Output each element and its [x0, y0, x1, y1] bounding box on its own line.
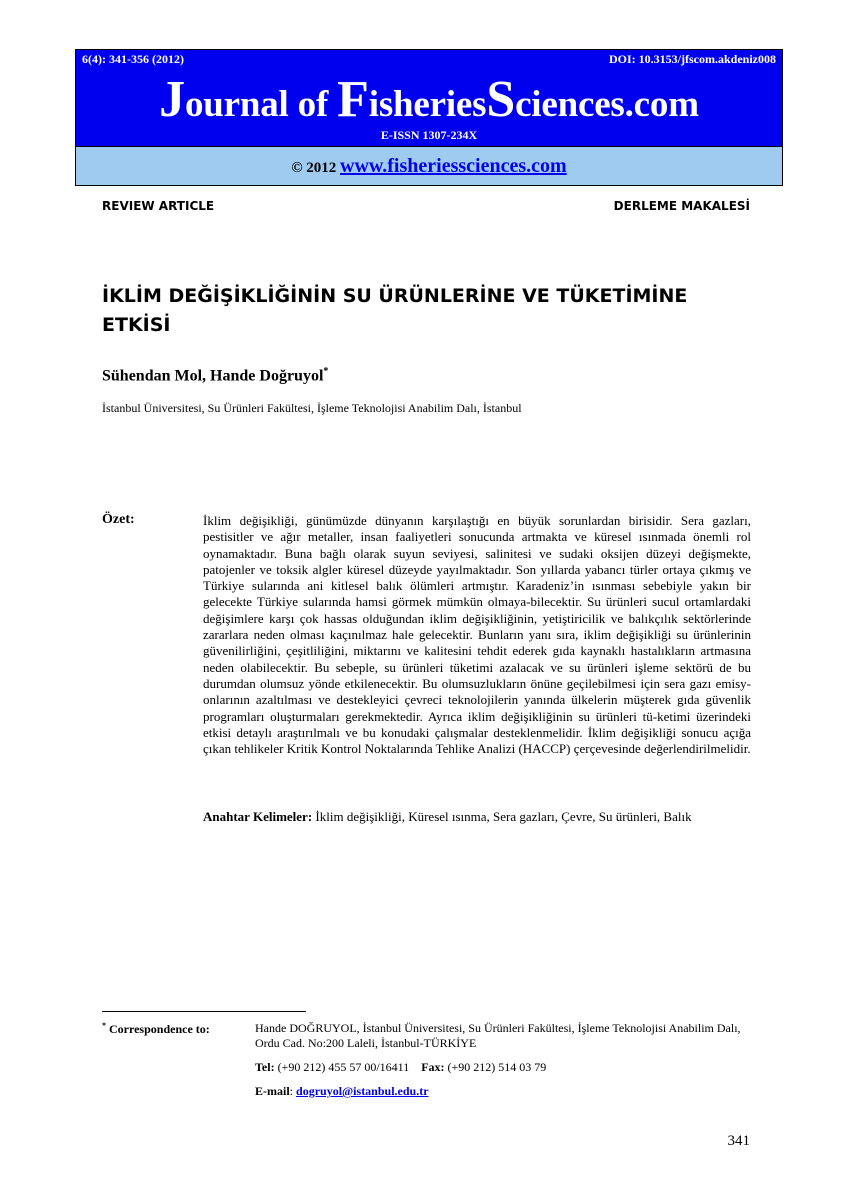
journal-title-part-1: ournal of	[184, 84, 338, 125]
correspondence-label	[102, 1021, 210, 1037]
correspondence-label-text: Correspondence to:	[109, 1022, 210, 1036]
tel-number: (+90 212) 455 57 00/16411	[277, 1060, 410, 1074]
abstract-label: Özet:	[102, 512, 135, 527]
email-label: E-mail	[255, 1084, 290, 1098]
footnote-divider	[102, 1011, 306, 1012]
doi: DOI: 10.3153/jfscom.akdeniz008	[609, 52, 776, 66]
journal-title-j: J	[159, 71, 185, 128]
copyright-line	[291, 155, 566, 178]
journal-title-part-3: ciences.com	[515, 84, 699, 125]
copyright: © 2012	[291, 160, 337, 176]
article-type-en: REVIEW ARTICLE	[102, 199, 215, 213]
keywords	[203, 809, 692, 825]
journal-title-s: S	[486, 71, 516, 128]
author-footnote-marker: *	[323, 366, 329, 377]
journal-title-part-2: isheries	[368, 84, 487, 125]
issn: E-ISSN 1307-234X	[380, 128, 478, 142]
keywords-label: Anahtar Kelimeler:	[203, 809, 313, 824]
banner-bottom	[76, 146, 782, 185]
article-title: İKLİM DEĞİŞİKLİĞİNİN SU ÜRÜNLERİNE VE TÜKETİMİNE ETKİSİ	[102, 285, 688, 336]
correspondence-address: Hande DOĞRUYOL, İstanbul Üniversitesi, Su Ürünleri Fakültesi, İşleme Teknolojisi Anabilim Dalı, Ordu Cad. No:200 Laleli, İstanbul-TÜRKİYE	[255, 1021, 741, 1050]
website-link[interactable]: www.fisheriessciences.com	[340, 155, 567, 177]
abstract-text: İklim değişikliği, günümüzde dünyanın karşılaştığı en büyük sorunlardan birisidir. Sera gazları, pestisitler ve ağır metaller, insan faaliyetleri sonucunda artmakta ve küresel ısınmada önemli rol oynamaktadır. Buna bağlı olarak suyun seviyesi, salinitesi ve sudaki oksijen düzeyi değişmekte, patojenler ve toksik algler küresel düzeyde yayılmaktadır. Son yıllarda yabancı türler ortaya çıkmış ve Türkiye sularında ani kitlesel balık ölümleri artmıştır. Karadeniz’in ısınması sebebiyle yakın bir gelecekte Türkiye sularında hamsi görmek mümkün olmaya-bilecektir. Su ürünleri sucul ortamlardaki değişimlere karşı çok hassas olduğundan iklim değişikliğinin, yetiştiricilik ve balıkçılık sektörlerinde zararlara neden olması kaçınılmaz hale gelecektir. Bunların yanı sıra, iklim değişikliği su ürünlerinin güvenilirliğini, çeşitliliğini, miktarını ve kalitesini tehdit ederek gıda kaynaklı hastalıkların artmasına neden olabilecektir. Bu sebeple, su ürünleri tüketimi azalacak ve su ürünleri işleme sektörü de bu durumdan olumsuz yönde etkilenecektir. Bu olumsuzlukların önüne geçilebilmesi için sera gazı emisy-onlarının azaltılması ve destekleyici çevreci teknolojilerin yanında ülkelerin müşterek gıda güvenlik programları oluşturmaları gerekmektedir. Ayrıca iklim değişikliğinin su ürünleri tü-ketimi üzerindeki etkisi detaylı araştırılmalı ve bu konudaki çalışmalar desteklenmelidir. İklim değişikliği sonucu açığa çıkan tehlikeler Kritik Kontrol Noktalarında Tehlike Analizi (HACCP) çerçevesinde değerlendirilmelidir.	[203, 513, 751, 757]
page-number: 341	[727, 1133, 750, 1149]
fax-label: Fax:	[421, 1060, 445, 1074]
article-type-tr: DERLEME MAKALESİ	[613, 199, 750, 213]
keywords-text: İklim değişikliği, Küresel ısınma, Sera gazları, Çevre, Su ürünleri, Balık	[315, 809, 692, 824]
journal-title-f: F	[337, 71, 369, 128]
tel-label: Tel:	[255, 1060, 275, 1074]
journal-banner	[75, 49, 783, 186]
journal-title	[76, 73, 782, 132]
correspondence-phone	[255, 1060, 546, 1075]
author-names: Sühendan Mol, Hande Doğruyol	[102, 367, 324, 385]
fax-number: (+90 212) 514 03 79	[447, 1060, 547, 1074]
correspondence-marker: *	[102, 1021, 106, 1030]
authors	[102, 366, 328, 385]
affiliation: İstanbul Üniversitesi, Su Ürünleri Fakültesi, İşleme Teknolojisi Anabilim Dalı, İstanbul	[102, 401, 522, 415]
correspondence-email: E-mail: dogruyol@istanbul.edu.tr	[255, 1084, 429, 1098]
banner-top	[76, 50, 782, 146]
issue-info: 6(4): 341-356 (2012)	[82, 52, 184, 66]
email-link[interactable]: dogruyol@istanbul.edu.tr	[296, 1084, 429, 1098]
